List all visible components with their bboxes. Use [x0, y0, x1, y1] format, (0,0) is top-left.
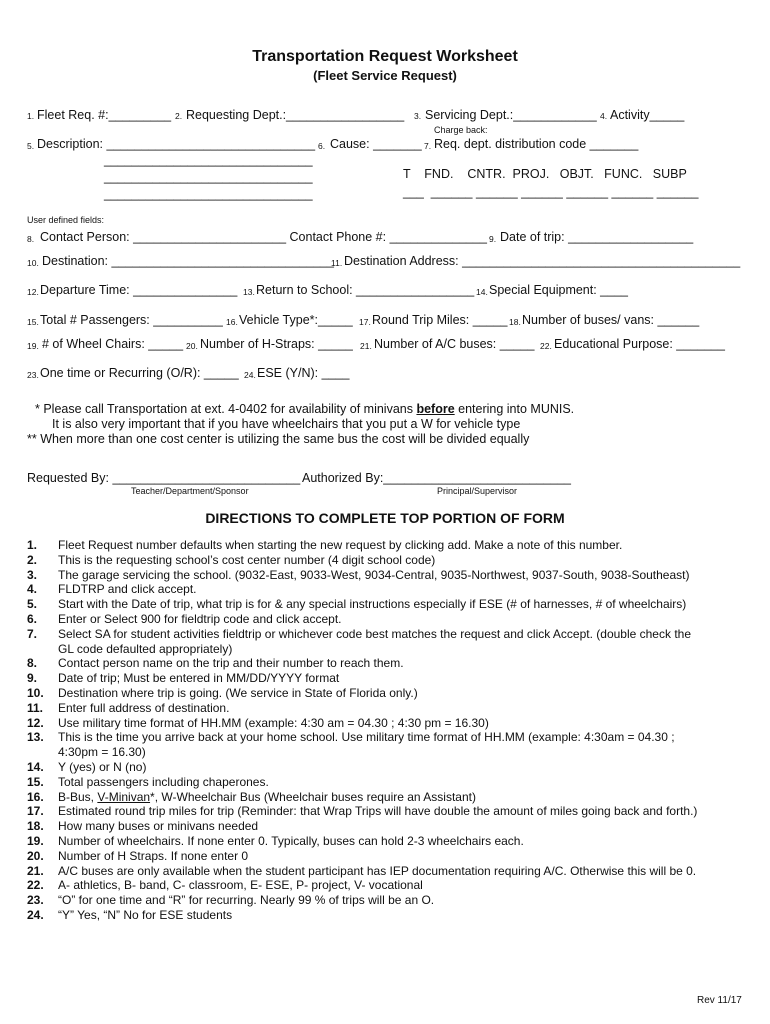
one-time-recurring-field[interactable]: One time or Recurring (O/R): _____	[40, 366, 239, 380]
direction-text: Number of H Straps. If none enter 0	[58, 848, 249, 863]
h-straps-field[interactable]: Number of H-Straps: _____	[200, 337, 353, 351]
departure-time-field[interactable]: Departure Time: _______________	[40, 283, 238, 297]
revision-label: Rev 11/17	[697, 995, 742, 1006]
date-of-trip-field[interactable]: Date of trip: __________________	[500, 230, 694, 244]
direction-text: Destination where trip is going. (We service in State of Florida only.)	[58, 686, 418, 700]
direction-number: 11.	[27, 700, 44, 715]
direction-number: 15.	[27, 774, 44, 789]
note-minivans-emphasis: before	[416, 402, 455, 416]
field-24-number: 24.	[244, 370, 256, 380]
field-14-number: 14.	[476, 287, 488, 297]
direction-text: A/C buses are only available when the student participant has IEP documentation requiring A/C. Otherwise this will be 0.	[58, 863, 697, 878]
field-1-number: 1.	[27, 111, 35, 121]
direction-text: “Y” Yes, “N” No for ESE students	[58, 908, 233, 922]
field-3-number: 3.	[414, 111, 422, 121]
direction-number: 14.	[27, 760, 44, 774]
destination-address-field[interactable]: Destination Address: ________________________________________	[344, 254, 741, 268]
note-minivans	[35, 402, 574, 416]
description-line-4[interactable]: ______________________________	[104, 187, 313, 201]
vehicle-type-field[interactable]: Vehicle Type*:_____	[239, 313, 353, 327]
cause-field[interactable]: Cause: _______	[330, 137, 422, 151]
account-code-headers: T FND. CNTR. PROJ. OBJT. FUNC. SUBP	[403, 167, 687, 181]
field-15-number: 15.	[27, 317, 39, 327]
direction-text	[58, 790, 748, 804]
field-8-number: 8.	[27, 234, 35, 244]
field-11-number: 11.	[331, 258, 343, 268]
direction-text: Contact person name on the trip and their number to reach them.	[58, 656, 404, 671]
requested-by-caption: Teacher/Department/Sponsor	[131, 486, 249, 496]
direction-text: This is the requesting school’s cost center number (4 digit school code)	[58, 552, 436, 567]
note-minivans-text-c: entering into MUNIS.	[454, 402, 575, 416]
direction-number: 6.	[27, 612, 38, 626]
field-23-number: 23.	[27, 370, 39, 380]
direction-number: 23.	[27, 893, 44, 908]
description-field[interactable]: Description: ______________________________	[37, 137, 316, 151]
total-passengers-field[interactable]: Total # Passengers: __________	[40, 313, 223, 327]
direction-number: 2.	[27, 552, 38, 567]
field-13-number: 13.	[243, 287, 255, 297]
direction-text: Fleet Request number defaults when starting the new request by clicking add. Make a note of this number.	[58, 538, 623, 552]
direction-text: “O” for one time and “R” for recurring. Nearly 99 % of trips will be an O.	[58, 893, 435, 908]
field-18-number: 18.	[509, 317, 521, 327]
note-cost-center: ** When more than one cost center is utilizing the same bus the cost will be divided equally	[27, 432, 530, 446]
direction-number: 4.	[27, 582, 38, 597]
field-4-number: 4.	[600, 111, 608, 121]
direction-number: 13.	[27, 730, 44, 745]
direction-text: Select SA for student activities fieldtrip or whichever code best matches the request and click Accept. (double check the	[58, 626, 691, 641]
page-subtitle: (Fleet Service Request)	[313, 68, 457, 83]
direction-text: Date of trip; Must be entered in MM/DD/YYYY format	[58, 671, 340, 686]
direction-number: 24.	[27, 908, 44, 922]
ac-buses-field[interactable]: Number of A/C buses: _____	[374, 337, 535, 351]
direction-text: Enter full address of destination.	[58, 700, 230, 715]
direction-text: FLDTRP and click accept.	[58, 582, 197, 597]
field-17-number: 17.	[359, 317, 371, 327]
educational-purpose-field[interactable]: Educational Purpose: _______	[554, 337, 725, 351]
return-to-school-field[interactable]: Return to School: _________________	[256, 283, 475, 297]
field-19-number: 19.	[27, 341, 39, 351]
wheel-chairs-field[interactable]: # of Wheel Chairs: _____	[42, 337, 184, 351]
direction-text-underlined: V-Minivan	[97, 789, 151, 804]
page-title: Transportation Request Worksheet	[252, 48, 518, 65]
contact-person-field[interactable]: Contact Person: ______________________ Contact Phone #: ______________	[40, 230, 487, 244]
authorized-by-caption: Principal/Supervisor	[437, 486, 518, 496]
direction-text: Enter or Select 900 for fieldtrip code and click accept.	[58, 612, 342, 626]
direction-number: 20.	[27, 848, 44, 863]
account-code-blanks[interactable]: ___ ______ ______ ______ ______ ______ ______	[403, 185, 699, 199]
direction-text-part: *, W-Wheelchair Bus (Wheelchair buses require an Assistant)	[150, 789, 476, 804]
field-20-number: 20.	[186, 341, 198, 351]
field-10-number: 10.	[27, 258, 39, 268]
directions-title: DIRECTIONS TO COMPLETE TOP PORTION OF FORM	[205, 510, 565, 526]
requested-by-field[interactable]: Requested By: ___________________________	[27, 471, 301, 485]
note-minivans-text-a: * Please call Transportation at ext. 4-0402 for availability of minivans	[35, 402, 417, 416]
direction-number: 16.	[27, 789, 44, 804]
destination-field[interactable]: Destination: ________________________________	[42, 254, 334, 268]
note-wheelchairs: It is also very important that if you have wheelchairs that you put a W for vehicle type	[52, 417, 521, 431]
direction-number: 19.	[27, 834, 44, 848]
direction-number: 9.	[27, 671, 38, 686]
direction-number: 5.	[27, 597, 38, 612]
direction-number: 7.	[27, 626, 38, 641]
direction-text: 4:30pm = 16.30)	[58, 745, 146, 760]
field-2-number: 2.	[175, 111, 183, 121]
number-of-buses-field[interactable]: Number of buses/ vans: ______	[522, 313, 700, 327]
requesting-dept-field[interactable]: Requesting Dept.:_________________	[186, 108, 405, 122]
direction-number: 17.	[27, 804, 44, 819]
direction-text: Use military time format of HH.MM (example: 4:30 am = 04.30 ; 4:30 pm = 16.30)	[58, 715, 489, 730]
user-defined-label: User defined fields:	[27, 215, 105, 225]
special-equipment-field[interactable]: Special Equipment: ____	[489, 283, 628, 297]
direction-text: Estimated round trip miles for trip (Reminder: that Wrap Trips will have double the amount of miles going back and forth.)	[58, 804, 698, 819]
direction-number: 18.	[27, 819, 44, 834]
round-trip-miles-field[interactable]: Round Trip Miles: _____	[372, 313, 508, 327]
direction-number: 12.	[27, 715, 44, 730]
direction-text: A- athletics, B- band, C- classroom, E- ESE, P- project, V- vocational	[58, 878, 423, 893]
direction-number: 8.	[27, 656, 38, 671]
charge-back-label: Charge back:	[434, 125, 488, 135]
direction-text: This is the time you arrive back at your home school. Use military time format of HH.MM (example: 4:30am = 04.30 ;	[58, 730, 675, 745]
direction-number: 1.	[27, 538, 38, 552]
direction-text: Number of wheelchairs. If none enter 0. Typically, buses can hold 2-3 wheelchairs each.	[58, 834, 524, 848]
direction-text-part: B-Bus,	[58, 789, 98, 804]
field-22-number: 22.	[540, 341, 552, 351]
direction-number: 21.	[27, 863, 44, 878]
description-line-3[interactable]: ______________________________	[104, 170, 313, 184]
direction-text: Y (yes) or N (no)	[58, 760, 147, 774]
direction-text: Start with the Date of trip, what trip is for & any special instructions especially if ESE (# of harnesses, # of wheelchairs)	[58, 597, 687, 612]
direction-text: GL code defaulted appropriately)	[58, 641, 233, 656]
activity-field[interactable]: Activity_____	[610, 108, 685, 122]
fleet-req-field[interactable]: Fleet Req. #:_________	[37, 108, 172, 122]
field-16-number: 16.	[226, 317, 238, 327]
field-12-number: 12.	[27, 287, 39, 297]
authorized-by-field[interactable]: Authorized By:___________________________	[302, 471, 571, 485]
distribution-code-field[interactable]: Req. dept. distribution code _______	[434, 137, 639, 151]
field-5-number: 5.	[27, 141, 35, 151]
field-7-number: 7.	[424, 141, 432, 151]
field-21-number: 21.	[360, 341, 372, 351]
description-line-2[interactable]: ______________________________	[104, 153, 313, 167]
direction-number: 10.	[27, 686, 44, 700]
direction-number: 3.	[27, 567, 38, 582]
direction-number: 22.	[27, 878, 44, 893]
direction-text: How many buses or minivans needed	[58, 819, 259, 834]
field-9-number: 9.	[489, 234, 497, 244]
direction-text: Total passengers including chaperones.	[58, 774, 269, 789]
field-6-number: 6.	[318, 141, 326, 151]
ese-field[interactable]: ESE (Y/N): ____	[257, 366, 350, 380]
direction-text: The garage servicing the school. (9032-East, 9033-West, 9034-Central, 9035-Northwest, 9037-South, 9038-Southeast)	[58, 567, 690, 582]
servicing-dept-field[interactable]: Servicing Dept.:____________	[425, 108, 597, 122]
